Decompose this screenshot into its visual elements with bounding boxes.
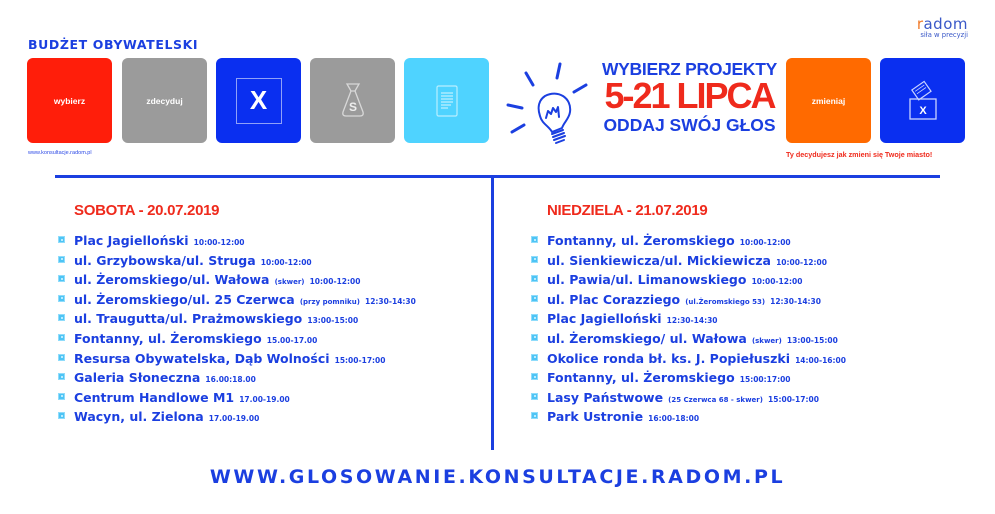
square-bullet-icon xyxy=(58,295,65,302)
square-bullet-icon xyxy=(531,412,538,419)
location-name: Resursa Obywatelska, Dąb Wolności xyxy=(74,350,330,366)
headline-dates: 5-21 LIPCA xyxy=(604,75,775,116)
time-range: 12:30-14:30 xyxy=(365,296,416,306)
brand-title: BUDŻET OBYWATELSKI xyxy=(28,37,199,52)
list-item xyxy=(527,406,846,426)
time-range: 17.00-19.00 xyxy=(239,394,290,404)
list-item xyxy=(54,387,416,407)
saturday-heading: SOBOTA - 20.07.2019 xyxy=(74,202,220,219)
location-name: Okolice ronda bł. ks. J. Popiełuszki xyxy=(547,350,790,366)
tile-ballot xyxy=(880,58,965,143)
sunday-list xyxy=(527,230,846,426)
logo-wordmark: radom xyxy=(916,15,968,33)
list-item xyxy=(54,230,416,250)
time-range: 15:00-17:00 xyxy=(768,394,819,404)
location-name: ul. Plac Corazziego xyxy=(547,291,681,307)
square-bullet-icon xyxy=(531,275,538,282)
square-bullet-icon xyxy=(531,295,538,302)
location-note: (skwer) xyxy=(274,278,305,287)
square-bullet-icon xyxy=(531,354,538,361)
square-bullet-icon xyxy=(58,373,65,380)
list-item xyxy=(527,289,846,309)
list-item xyxy=(54,367,416,387)
lightbulb-icon xyxy=(500,56,595,151)
time-range: 10:00-12:00 xyxy=(776,257,827,267)
square-bullet-icon xyxy=(58,314,65,321)
tile-document xyxy=(404,58,489,143)
location-name: ul. Traugutta/ul. Prażmowskiego xyxy=(74,311,303,327)
saturday-list xyxy=(54,230,416,426)
location-name: ul. Grzybowska/ul. Struga xyxy=(74,252,256,268)
headline xyxy=(597,58,782,138)
list-item xyxy=(527,230,846,250)
location-note: (25 Czerwca 68 - skwer) xyxy=(668,395,763,404)
slogan: Ty decydujesz jak zmieni się Twoje miasto! xyxy=(786,150,933,159)
square-bullet-icon xyxy=(531,314,538,321)
square-bullet-icon xyxy=(58,275,65,282)
headline-line-1: WYBIERZ PROJEKTY xyxy=(601,59,778,79)
location-note: (skwer) xyxy=(751,336,782,345)
square-bullet-icon xyxy=(531,393,538,400)
time-range: 17.00-19.00 xyxy=(208,414,260,424)
time-range: 14:00-16:00 xyxy=(795,355,846,365)
location-name: Plac Jagielloński xyxy=(74,233,189,248)
time-range: 12:30-14:30 xyxy=(666,316,718,326)
location-note: (przy pomniku) xyxy=(299,297,360,306)
square-bullet-icon xyxy=(531,256,538,263)
money-bag-icon xyxy=(333,80,373,122)
time-range: 10:00-12:00 xyxy=(309,277,361,287)
location-name: Fontanny, ul. Żeromskiego xyxy=(74,330,262,346)
tile-label: wybierz xyxy=(53,95,86,106)
location-note: (ul.Żeromskiego 53) xyxy=(685,297,766,306)
time-range: 16:00-18:00 xyxy=(648,414,700,424)
tile-vote-x xyxy=(216,58,301,143)
svg-text:S: S xyxy=(348,99,357,114)
tile-wybierz xyxy=(27,58,112,143)
time-range: 15.00-17.00 xyxy=(266,335,318,345)
square-bullet-icon xyxy=(58,236,65,243)
list-item xyxy=(527,348,846,368)
location-name: Plac Jagielloński xyxy=(547,311,662,327)
square-bullet-icon xyxy=(58,256,65,263)
time-range: 10:00-12:00 xyxy=(260,257,312,267)
time-range: 10:00-12:00 xyxy=(739,238,791,247)
sunday-heading: NIEDZIELA - 21.07.2019 xyxy=(547,202,708,219)
time-range: 13:00-15:00 xyxy=(307,316,359,326)
svg-text:X: X xyxy=(918,104,927,117)
location-name: Wacyn, ul. Zielona xyxy=(74,409,204,425)
time-range: 13:00-15:00 xyxy=(786,335,838,345)
location-name: Lasy Państwowe xyxy=(547,389,664,405)
location-name: ul. Pawia/ul. Limanowskiego xyxy=(547,272,747,288)
square-bullet-icon xyxy=(531,373,538,380)
sunday-schedule xyxy=(527,201,846,426)
tile-money xyxy=(310,58,395,143)
list-item xyxy=(54,308,416,328)
square-bullet-icon xyxy=(58,412,65,419)
square-bullet-icon xyxy=(58,354,65,361)
list-item xyxy=(54,406,416,426)
time-range: 15:00-17:00 xyxy=(334,355,386,365)
radom-logo xyxy=(896,17,968,40)
list-item xyxy=(527,250,846,270)
time-range: 10:00-12:00 xyxy=(193,238,245,247)
document-icon xyxy=(434,84,460,118)
list-item xyxy=(527,328,846,348)
small-url-link[interactable]: www.konsultacje.radom.pl xyxy=(28,150,92,156)
saturday-schedule xyxy=(54,201,416,426)
location-name: Fontanny, ul. Żeromskiego xyxy=(547,233,735,248)
list-item xyxy=(54,348,416,368)
location-name: ul. Żeromskiego/ul. Wałowa xyxy=(74,272,270,288)
time-range: 10:00-12:00 xyxy=(751,277,803,287)
square-bullet-icon xyxy=(58,334,65,341)
location-name: Park Ustronie xyxy=(547,409,644,425)
x-checkbox-icon: X xyxy=(236,78,282,124)
time-range: 12:30-14:30 xyxy=(770,296,821,306)
list-item xyxy=(54,250,416,270)
horizontal-divider xyxy=(55,175,940,178)
tile-label: zdecyduj xyxy=(146,95,183,106)
time-range: 16.00:18.00 xyxy=(205,375,256,385)
list-item xyxy=(54,328,416,348)
location-name: Fontanny, ul. Żeromskiego xyxy=(547,370,735,386)
list-item xyxy=(54,289,416,309)
list-item xyxy=(527,387,846,407)
location-name: ul. Sienkiewicza/ul. Mickiewicza xyxy=(547,252,771,268)
location-name: ul. Żeromskiego/ul. 25 Czerwca xyxy=(74,291,295,307)
headline-line-3: ODDAJ SWÓJ GŁOS xyxy=(603,115,776,135)
list-item xyxy=(527,308,846,328)
footer-url-link[interactable]: WWW.GLOSOWANIE.KONSULTACJE.RADOM.PL xyxy=(209,466,786,488)
location-name: ul. Żeromskiego/ ul. Wałowa xyxy=(547,330,747,346)
ballot-box-icon xyxy=(901,78,945,124)
vertical-divider xyxy=(491,178,494,450)
tile-zdecyduj xyxy=(122,58,207,143)
list-item xyxy=(527,367,846,387)
square-bullet-icon xyxy=(531,236,538,243)
square-bullet-icon xyxy=(58,393,65,400)
location-name: Galeria Słoneczna xyxy=(74,370,201,386)
logo-tagline: siła w precyzji xyxy=(920,31,968,39)
tile-label: zmieniaj xyxy=(811,95,846,106)
list-item xyxy=(527,269,846,289)
list-item xyxy=(54,269,416,289)
tile-zmieniaj xyxy=(786,58,871,143)
time-range: 15:00:17:00 xyxy=(739,375,791,385)
location-name: Centrum Handlowe M1 xyxy=(74,389,235,405)
square-bullet-icon xyxy=(531,334,538,341)
